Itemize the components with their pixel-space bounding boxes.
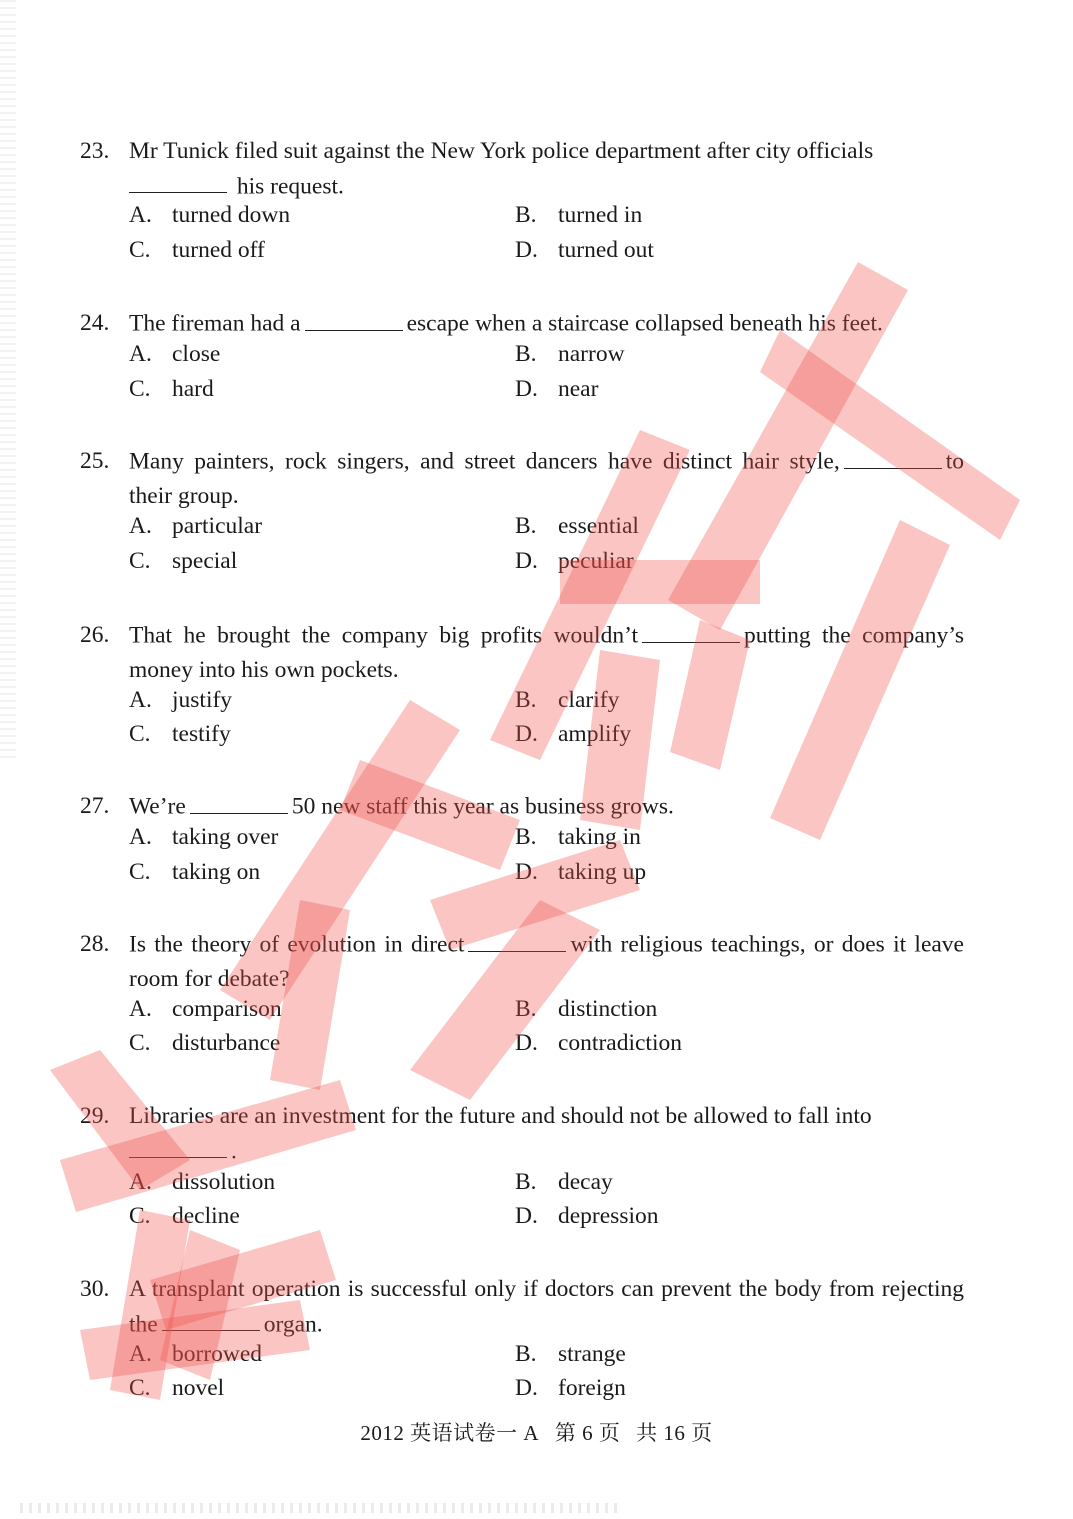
option-b[interactable]: B. narrow	[515, 341, 625, 367]
option-a[interactable]: A. justify	[129, 687, 233, 713]
question-number: 28.	[80, 931, 110, 957]
stem-before: That he brought the company big profits wouldn’t	[129, 622, 639, 649]
question-number: 25.	[80, 448, 110, 474]
total-pages-label: 共 16 页	[636, 1421, 713, 1445]
stem-before: We’re	[129, 793, 186, 820]
page-number-label: 第 6 页	[554, 1421, 621, 1445]
option-a[interactable]: A. borrowed	[129, 1341, 263, 1367]
option-d[interactable]: D. depression	[515, 1203, 659, 1229]
option-b[interactable]: B. decay	[515, 1169, 613, 1195]
scan-bottom-noise	[20, 1503, 620, 1513]
answer-blank	[190, 789, 288, 814]
option-c[interactable]: C. taking on	[129, 859, 261, 885]
option-c[interactable]: C. novel	[129, 1375, 225, 1401]
option-b[interactable]: B. distinction	[515, 996, 658, 1022]
option-d[interactable]: D. contradiction	[515, 1030, 682, 1056]
stem-after: .	[231, 1138, 237, 1164]
option-d[interactable]: D. peculiar	[515, 548, 634, 574]
answer-blank	[844, 444, 942, 469]
option-a[interactable]: A. dissolution	[129, 1169, 276, 1195]
option-d[interactable]: D. amplify	[515, 721, 632, 747]
stem-after: to their group.	[129, 448, 964, 509]
answer-blank	[129, 1134, 227, 1159]
option-d[interactable]: D. foreign	[515, 1375, 626, 1401]
stem-after: putting the company’s money into his own pockets.	[129, 622, 964, 683]
stem-before: Mr Tunick filed suit against the New York police department after city officials	[129, 138, 874, 164]
stem-before: Many painters, rock singers, and street dancers have distinct hair style,	[129, 448, 840, 475]
option-c[interactable]: C. testify	[129, 721, 231, 747]
stem-before: Libraries are an investment for the future and should not be allowed to fall into	[129, 1103, 872, 1129]
option-c[interactable]: C. special	[129, 548, 238, 574]
option-a[interactable]: A. turned down	[129, 202, 291, 228]
option-c[interactable]: C. turned off	[129, 237, 265, 263]
option-d[interactable]: D. turned out	[515, 237, 654, 263]
question-number: 24.	[80, 310, 110, 336]
page-footer	[0, 1417, 1073, 1447]
option-a[interactable]: A. close	[129, 341, 221, 367]
stem-after: his request.	[231, 173, 344, 199]
option-a[interactable]: A. taking over	[129, 824, 279, 850]
question-number: 23.	[80, 138, 110, 164]
question-number: 29.	[80, 1103, 110, 1129]
scan-edge-noise	[0, 0, 16, 760]
stem-after: 50 new staff this year as business grows.	[291, 793, 674, 820]
stem-after: organ.	[263, 1311, 323, 1337]
option-b[interactable]: B. taking in	[515, 824, 641, 850]
option-c[interactable]: C. disturbance	[129, 1030, 281, 1056]
option-b[interactable]: B. essential	[515, 513, 639, 539]
option-b[interactable]: B. turned in	[515, 202, 643, 228]
option-d[interactable]: D. near	[515, 376, 599, 402]
option-a[interactable]: A. comparison	[129, 996, 282, 1022]
answer-blank	[162, 1307, 260, 1332]
option-b[interactable]: B. clarify	[515, 687, 620, 713]
answer-blank	[642, 618, 740, 643]
answer-blank	[468, 927, 566, 952]
question-number: 30.	[80, 1276, 110, 1302]
stem-after: with religious teachings, or does it leave room for debate?	[129, 931, 964, 992]
exam-label: 2012 英语试卷一 A	[360, 1421, 540, 1445]
option-b[interactable]: B. strange	[515, 1341, 626, 1367]
option-d[interactable]: D. taking up	[515, 859, 647, 885]
answer-blank	[129, 169, 227, 194]
stem-after: escape when a staircase collapsed beneath his feet.	[406, 310, 883, 337]
stem-before: Is the theory of evolution in direct	[129, 931, 465, 958]
option-c[interactable]: C. decline	[129, 1203, 240, 1229]
option-a[interactable]: A. particular	[129, 513, 263, 539]
option-c[interactable]: C. hard	[129, 376, 214, 402]
answer-blank	[305, 306, 403, 331]
stem-before: The fireman had a	[129, 310, 301, 337]
question-number: 26.	[80, 622, 110, 648]
question-number: 27.	[80, 793, 110, 819]
stem-before: A transplant operation is successful only if doctors can prevent the body from rejecting the	[129, 1276, 964, 1337]
